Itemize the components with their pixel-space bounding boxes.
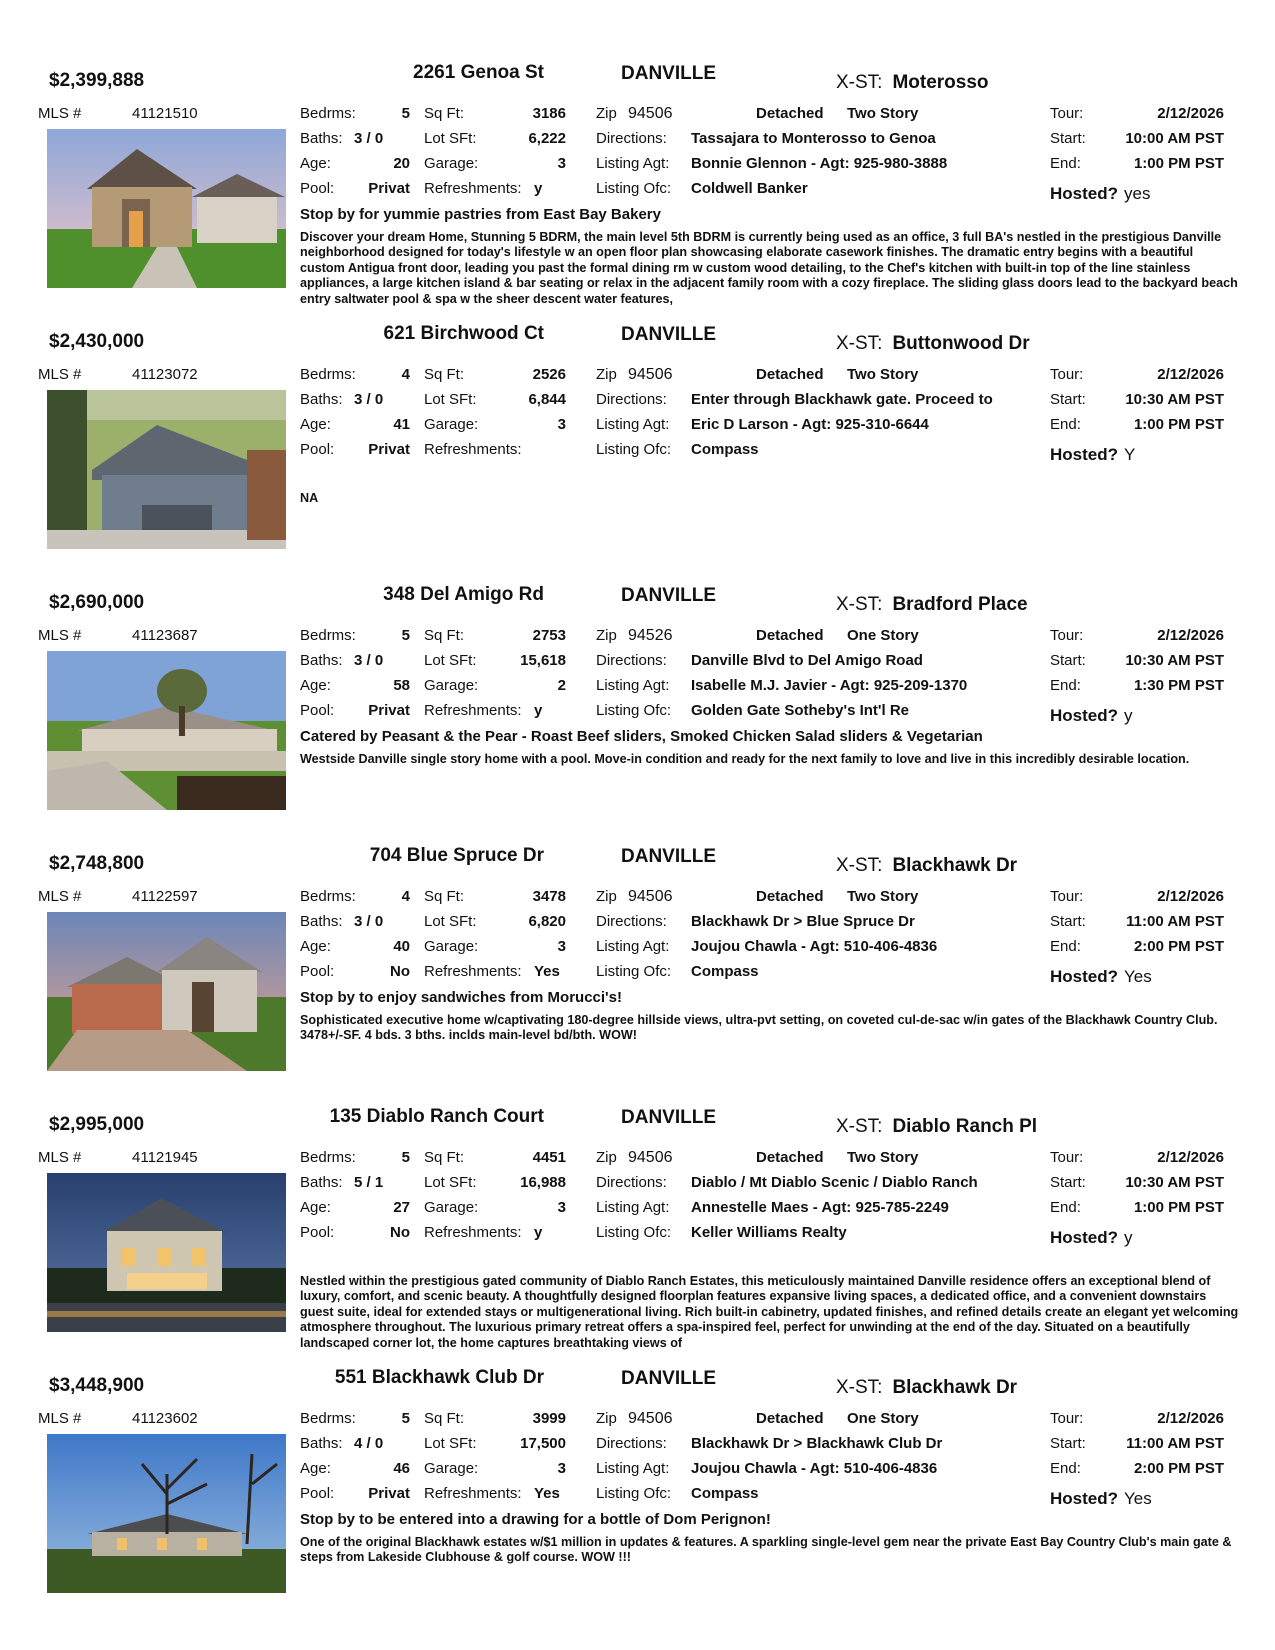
tour-label: Tour: [1050,105,1084,122]
pool-value: Privat [368,1485,410,1502]
open-house-headline: Stop by to be entered into a drawing for a bottle of Dom Perignon! [300,1511,771,1528]
bedrooms-label: Bedrms: [300,105,356,122]
listing-agent-label: Listing Agt: [596,677,670,694]
pool-label: Pool: [300,963,335,980]
xst-value: Blackhawk Dr [892,855,1018,876]
pool-label: Pool: [300,441,335,458]
listing-card [0,321,1275,583]
hosted-label: Hosted? [1050,184,1118,203]
bedrooms-value: 5 [401,105,410,122]
listing-office-value: Golden Gate Sotheby's Int'l Re [691,702,909,719]
zip-label: Zip [596,1410,617,1427]
mls-label: MLS # [38,366,82,383]
listing-office-value: Keller Williams Realty [691,1224,847,1241]
sqft-value: 3186 [532,105,566,122]
sqft-label: Sq Ft: [424,627,465,644]
xst-label: X-ST: [836,1116,883,1137]
listing-office-value: Coldwell Banker [691,180,808,197]
listing-price: $2,995,000 [49,1114,145,1135]
hosted-label: Hosted? [1050,967,1118,986]
end-time: 1:00 PM PST [1133,155,1224,172]
cross-street [836,72,989,94]
listing-agent-label: Listing Agt: [596,416,670,433]
property-style: Two Story [847,888,919,905]
zip-value: 94506 [628,105,673,122]
listing-office-label: Listing Ofc: [596,702,672,719]
baths-label: Baths: [300,1435,343,1452]
directions-label: Directions: [596,652,667,669]
start-label: Start: [1050,652,1086,669]
garage-label: Garage: [424,1460,479,1477]
age-value: 20 [393,155,410,172]
listing-city: DANVILLE [621,1107,716,1128]
property-type: Detached [756,1410,824,1427]
property-type: Detached [756,888,824,905]
lot-sqft-label: Lot SFt: [424,1174,477,1191]
end-label: End: [1050,1199,1081,1216]
end-label: End: [1050,677,1081,694]
end-time: 1:00 PM PST [1133,416,1224,433]
hosted-label: Hosted? [1050,706,1118,725]
end-label: End: [1050,416,1081,433]
listing-card [0,582,1275,844]
listing-city: DANVILLE [621,1368,716,1389]
hosted-value: y [1124,1228,1133,1247]
xst-label: X-ST: [836,855,883,876]
age-value: 46 [393,1460,410,1477]
start-label: Start: [1050,130,1086,147]
end-time: 2:00 PM PST [1133,1460,1224,1477]
listing-address: 135 Diablo Ranch Court [329,1106,544,1127]
refreshments-label: Refreshments: [424,1224,522,1241]
tour-label: Tour: [1050,1149,1084,1166]
zip-label: Zip [596,366,617,383]
property-remarks: NA [300,491,319,505]
bedrooms-value: 5 [401,1149,410,1166]
cross-street [836,1116,1037,1138]
zip-value: 94506 [628,366,673,383]
baths-label: Baths: [300,130,343,147]
hosted-status [1050,967,1152,987]
mls-label: MLS # [38,1410,82,1427]
age-label: Age: [300,416,331,433]
sqft-value: 2753 [532,627,566,644]
hosted-label: Hosted? [1050,445,1118,464]
mls-label: MLS # [38,1149,82,1166]
bedrooms-value: 4 [401,366,410,383]
listing-office-value: Compass [691,441,759,458]
baths-value: 5 / 1 [354,1174,384,1191]
sqft-label: Sq Ft: [424,1149,465,1166]
garage-label: Garage: [424,155,479,172]
bedrooms-label: Bedrms: [300,627,356,644]
lot-sqft-label: Lot SFt: [424,130,477,147]
start-time: 11:00 AM PST [1126,1435,1224,1452]
listing-card [0,60,1275,322]
xst-value: Blackhawk Dr [892,1377,1018,1398]
mls-number: 41123687 [132,627,198,644]
start-time: 10:30 AM PST [1125,391,1224,408]
listing-price: $2,748,800 [49,853,145,874]
hosted-value: Yes [1124,967,1152,986]
zip-value: 94526 [628,627,673,644]
listing-address: 2261 Genoa St [413,62,544,83]
sqft-label: Sq Ft: [424,366,465,383]
tour-date: 2/12/2026 [1157,1149,1224,1166]
age-label: Age: [300,155,331,172]
listing-office-label: Listing Ofc: [596,1485,672,1502]
zip-value: 94506 [628,1410,673,1427]
tour-label: Tour: [1050,888,1084,905]
bedrooms-value: 5 [401,1410,410,1427]
listing-office-label: Listing Ofc: [596,1224,672,1241]
sqft-label: Sq Ft: [424,888,465,905]
listing-city: DANVILLE [621,63,716,84]
hosted-label: Hosted? [1050,1489,1118,1508]
property-photo [47,912,286,1071]
listing-price: $2,430,000 [49,331,145,352]
bedrooms-label: Bedrms: [300,1410,356,1427]
tour-date: 2/12/2026 [1157,366,1224,383]
lot-sqft-value: 6,844 [528,391,566,408]
hosted-status [1050,445,1135,465]
start-label: Start: [1050,391,1086,408]
xst-label: X-ST: [836,1377,883,1398]
refreshments-label: Refreshments: [424,1485,522,1502]
garage-value: 3 [557,1460,566,1477]
pool-value: No [390,963,410,980]
baths-label: Baths: [300,652,343,669]
lot-sqft-label: Lot SFt: [424,652,477,669]
baths-value: 3 / 0 [354,913,384,930]
directions-value: Tassajara to Monterosso to Genoa [691,130,936,147]
tour-label: Tour: [1050,1410,1084,1427]
tour-date: 2/12/2026 [1157,1410,1224,1427]
directions-value: Diablo / Mt Diablo Scenic / Diablo Ranch [691,1174,978,1191]
directions-label: Directions: [596,391,667,408]
property-style: One Story [847,627,919,644]
tour-date: 2/12/2026 [1157,888,1224,905]
listing-address: 704 Blue Spruce Dr [369,845,544,866]
baths-value: 3 / 0 [354,130,384,147]
tour-label: Tour: [1050,366,1084,383]
start-time: 11:00 AM PST [1126,913,1224,930]
cross-street [836,1377,1017,1399]
property-remarks: Discover your dream Home, Stunning 5 BDRM, the main level 5th BDRM is currently being used as an office, 3 full BA's nestled in the prestigious Danville neighborhood designed for today's lifestyle w an open floor plan showcasing elaborate casework finishes. The dramatic entry begins with a beautiful custom Antigua front door, leading you past the formal dining rm w custom wood detailing, to the Chef's kitchen with built-in top of the line stainless appliances, a large kitchen island & bar seating or relax in the adjacent family room with a cozy fireplace. The sliding glass doors lead to the backyard beach entry saltwater pool & spa w the sheer descent water features, [300,230,1238,306]
lot-sqft-label: Lot SFt: [424,913,477,930]
pool-value: No [390,1224,410,1241]
listing-price: $2,690,000 [49,592,145,613]
listing-price: $3,448,900 [49,1375,145,1396]
pool-label: Pool: [300,1485,335,1502]
refreshments-value: y [534,180,543,197]
baths-value: 3 / 0 [354,391,384,408]
property-style: Two Story [847,1149,919,1166]
lot-sqft-label: Lot SFt: [424,391,477,408]
listing-agent-value: Eric D Larson - Agt: 925-310-6644 [691,416,929,433]
age-value: 41 [393,416,410,433]
listing-price: $2,399,888 [49,70,145,91]
xst-value: Moterosso [892,72,989,93]
refreshments-value: y [534,702,543,719]
listing-office-label: Listing Ofc: [596,441,672,458]
refreshments-value: y [534,1224,543,1241]
hosted-status [1050,706,1133,726]
pool-value: Privat [368,180,410,197]
property-style: Two Story [847,366,919,383]
listing-office-label: Listing Ofc: [596,963,672,980]
end-time: 2:00 PM PST [1133,938,1224,955]
lot-sqft-value: 16,988 [520,1174,566,1191]
bedrooms-label: Bedrms: [300,1149,356,1166]
tour-label: Tour: [1050,627,1084,644]
baths-label: Baths: [300,391,343,408]
listing-agent-label: Listing Agt: [596,155,670,172]
listing-address: 551 Blackhawk Club Dr [334,1367,544,1388]
xst-label: X-ST: [836,333,883,354]
sqft-label: Sq Ft: [424,105,465,122]
lot-sqft-value: 6,222 [528,130,566,147]
refreshments-value: Yes [534,963,560,980]
baths-value: 3 / 0 [354,652,384,669]
xst-value: Bradford Place [892,594,1028,615]
mls-number: 41123602 [132,1410,198,1427]
property-photo [47,1434,286,1593]
xst-value: Buttonwood Dr [892,333,1030,354]
property-remarks: Sophisticated executive home w/captivating 180-degree hillside views, ultra-pvt setting, on coveted cul-de-sac w/in gates of the Blackhawk Country Club. 3478+/-SF. 4 bds. 3 bths. inclds main-level bd/bth. WOW! [300,1013,1218,1043]
tour-date: 2/12/2026 [1157,627,1224,644]
garage-label: Garage: [424,416,479,433]
garage-value: 3 [557,1199,566,1216]
refreshments-label: Refreshments: [424,702,522,719]
hosted-value: Yes [1124,1489,1152,1508]
property-remarks: One of the original Blackhawk estates w/$1 million in updates & features. A sparkling single-level gem near the private East Bay Country Club's main gate & steps from Lakeside Clubhouse & golf course. WOW !!! [300,1535,1232,1565]
listing-agent-label: Listing Agt: [596,938,670,955]
age-label: Age: [300,1199,331,1216]
start-label: Start: [1050,1174,1086,1191]
sqft-value: 2526 [532,366,566,383]
open-house-headline: Catered by Peasant & the Pear - Roast Beef sliders, Smoked Chicken Salad sliders & Vegetarian [300,728,983,745]
directions-value: Danville Blvd to Del Amigo Road [691,652,923,669]
end-time: 1:30 PM PST [1133,677,1224,694]
mls-number: 41122597 [132,888,198,905]
age-value: 27 [393,1199,410,1216]
baths-label: Baths: [300,913,343,930]
cross-street [836,333,1030,355]
directions-label: Directions: [596,1174,667,1191]
refreshments-label: Refreshments: [424,963,522,980]
listing-office-value: Compass [691,1485,759,1502]
cross-street [836,855,1017,877]
open-house-headline: Stop by to enjoy sandwiches from Morucci's! [300,989,622,1006]
lot-sqft-label: Lot SFt: [424,1435,477,1452]
pool-label: Pool: [300,702,335,719]
lot-sqft-value: 17,500 [520,1435,566,1452]
property-style: One Story [847,1410,919,1427]
mls-label: MLS # [38,105,82,122]
garage-value: 3 [557,155,566,172]
tour-date: 2/12/2026 [1157,105,1224,122]
zip-value: 94506 [628,888,673,905]
property-type: Detached [756,1149,824,1166]
garage-label: Garage: [424,1199,479,1216]
end-label: End: [1050,1460,1081,1477]
xst-label: X-ST: [836,594,883,615]
listing-city: DANVILLE [621,324,716,345]
zip-label: Zip [596,627,617,644]
age-value: 40 [393,938,410,955]
age-label: Age: [300,1460,331,1477]
listing-address: 621 Birchwood Ct [383,323,544,344]
hosted-value: Y [1124,445,1136,464]
mls-number: 41123072 [132,366,198,383]
start-time: 10:00 AM PST [1125,130,1224,147]
bedrooms-value: 5 [401,627,410,644]
directions-value: Enter through Blackhawk gate. Proceed to [691,391,993,408]
zip-label: Zip [596,105,617,122]
property-photo [47,651,286,810]
hosted-status [1050,1489,1152,1509]
garage-label: Garage: [424,938,479,955]
hosted-status [1050,1228,1133,1248]
xst-value: Diablo Ranch Pl [892,1116,1038,1137]
sqft-label: Sq Ft: [424,1410,465,1427]
directions-label: Directions: [596,913,667,930]
age-label: Age: [300,677,331,694]
sqft-value: 4451 [532,1149,566,1166]
refreshments-value: Yes [534,1485,560,1502]
zip-value: 94506 [628,1149,673,1166]
property-style: Two Story [847,105,919,122]
listing-office-label: Listing Ofc: [596,180,672,197]
pool-value: Privat [368,441,410,458]
mls-label: MLS # [38,627,82,644]
mls-number: 41121510 [132,105,198,122]
property-type: Detached [756,366,824,383]
mls-label: MLS # [38,888,82,905]
directions-value: Blackhawk Dr > Blackhawk Club Dr [691,1435,943,1452]
xst-label: X-ST: [836,72,883,93]
age-value: 58 [393,677,410,694]
listing-agent-value: Joujou Chawla - Agt: 510-406-4836 [691,1460,938,1477]
cross-street [836,594,1028,616]
bedrooms-label: Bedrms: [300,366,356,383]
sqft-value: 3999 [532,1410,566,1427]
listing-office-value: Compass [691,963,759,980]
listing-card [0,843,1275,1105]
garage-label: Garage: [424,677,479,694]
zip-label: Zip [596,1149,617,1166]
start-time: 10:30 AM PST [1125,1174,1224,1191]
hosted-label: Hosted? [1050,1228,1118,1247]
listing-address: 348 Del Amigo Rd [383,584,544,605]
age-label: Age: [300,938,331,955]
property-photo [47,390,286,549]
directions-label: Directions: [596,130,667,147]
pool-label: Pool: [300,180,335,197]
property-remarks: Westside Danville single story home with a pool. Move-in condition and ready for the next family to love and live in this incredibly desirable location. [300,752,1190,766]
refreshments-label: Refreshments: [424,441,522,458]
listing-card [0,1365,1275,1627]
bedrooms-value: 4 [401,888,410,905]
lot-sqft-value: 15,618 [520,652,566,669]
garage-value: 3 [557,416,566,433]
start-label: Start: [1050,913,1086,930]
bedrooms-label: Bedrms: [300,888,356,905]
property-remarks: Nestled within the prestigious gated community of Diablo Ranch Estates, this meticulously maintained Danville residence offers an exceptional blend of luxury, comfort, and scenic beauty. A thoughtfully designed floorplan features expansive living spaces, a dedicated office, and a convenient downstairs guest suite, ideal for extended stays or multigenerational living. Rich built-in cabinetry, updated finishes, and refined details create an elegant yet welcoming atmosphere throughout. The luxurious primary retreat offers a spa-inspired feel, perfect for unwinding at the end of the day. Situated on a beautifully landscaped corner lot, the home captures breathtaking views of [300,1274,1239,1350]
hosted-value: yes [1124,184,1151,203]
listing-city: DANVILLE [621,585,716,606]
listing-agent-value: Isabelle M.J. Javier - Agt: 925-209-1370 [691,677,968,694]
end-label: End: [1050,155,1081,172]
pool-value: Privat [368,702,410,719]
end-time: 1:00 PM PST [1133,1199,1224,1216]
mls-number: 41121945 [132,1149,198,1166]
directions-label: Directions: [596,1435,667,1452]
listing-city: DANVILLE [621,846,716,867]
listing-agent-label: Listing Agt: [596,1199,670,1216]
start-time: 10:30 AM PST [1125,652,1224,669]
property-photo [47,129,286,288]
listing-card [0,1104,1275,1366]
start-label: Start: [1050,1435,1086,1452]
zip-label: Zip [596,888,617,905]
baths-label: Baths: [300,1174,343,1191]
property-type: Detached [756,627,824,644]
sqft-value: 3478 [532,888,566,905]
open-house-headline: Stop by for yummie pastries from East Bay Bakery [300,206,661,223]
property-photo [47,1173,286,1332]
lot-sqft-value: 6,820 [528,913,566,930]
listing-agent-label: Listing Agt: [596,1460,670,1477]
hosted-value: y [1124,706,1133,725]
end-label: End: [1050,938,1081,955]
property-type: Detached [756,105,824,122]
hosted-status [1050,184,1150,204]
directions-value: Blackhawk Dr > Blue Spruce Dr [691,913,915,930]
pool-label: Pool: [300,1224,335,1241]
refreshments-label: Refreshments: [424,180,522,197]
listing-agent-value: Joujou Chawla - Agt: 510-406-4836 [691,938,938,955]
garage-value: 3 [557,938,566,955]
baths-value: 4 / 0 [354,1435,384,1452]
listing-agent-value: Annestelle Maes - Agt: 925-785-2249 [691,1199,949,1216]
garage-value: 2 [557,677,566,694]
listing-agent-value: Bonnie Glennon - Agt: 925-980-3888 [691,155,948,172]
